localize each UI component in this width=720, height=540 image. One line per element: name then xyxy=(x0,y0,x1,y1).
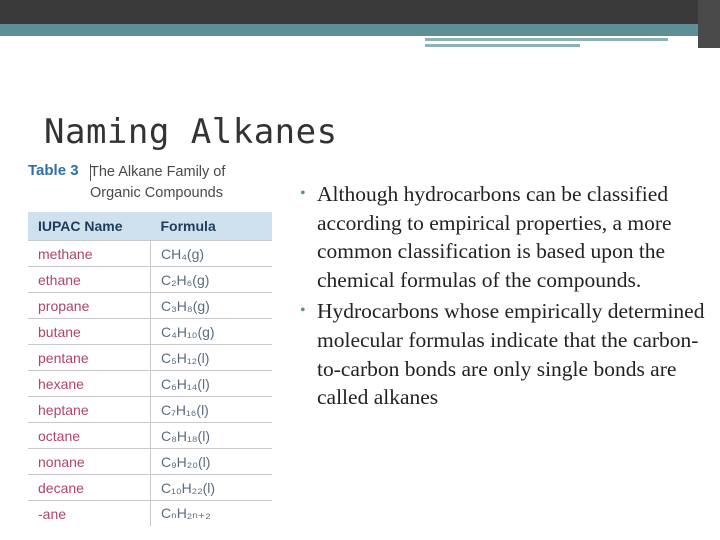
table-title xyxy=(90,162,225,204)
table-row xyxy=(28,423,272,449)
accent-line-long xyxy=(425,38,668,41)
table-title-line-2: Organic Compounds xyxy=(90,185,223,201)
alkane-formula-cell: C₄H₁₀(g) xyxy=(151,319,273,345)
alkane-formula-cell: C₃H₈(g) xyxy=(151,293,273,319)
table-number: Table 3 xyxy=(28,162,79,179)
bullet-dot-icon: • xyxy=(300,302,306,320)
table-header-row xyxy=(28,212,272,241)
alkane-name-cell: nonane xyxy=(28,449,151,475)
top-right-block xyxy=(698,0,720,48)
alkane-name-cell: hexane xyxy=(28,371,151,397)
alkane-formula-cell: CH₄(g) xyxy=(151,241,273,267)
bullet-text: Although hydrocarbons can be classified according to empirical properties, a more common classification is based upon the chemical formulas of the compounds. xyxy=(317,182,672,292)
alkane-name-cell: -ane xyxy=(28,501,151,527)
bullet-dot-icon: • xyxy=(300,185,306,202)
alkane-name-cell: methane xyxy=(28,241,151,267)
alkane-name-cell: ethane xyxy=(28,267,151,293)
header-iupac-name: IUPAC Name xyxy=(28,212,151,241)
bullet-list xyxy=(300,180,720,415)
alkane-formula-cell: C₇H₁₆(l) xyxy=(151,397,273,423)
alkane-name-cell: pentane xyxy=(28,345,151,371)
alkane-name-cell: decane xyxy=(28,475,151,501)
alkane-table-body xyxy=(28,241,272,527)
alkane-formula-cell: C₈H₁₈(l) xyxy=(151,423,273,449)
table-row xyxy=(28,267,272,293)
header-formula: Formula xyxy=(151,212,273,241)
table-title-line-1: The Alkane Family of xyxy=(90,164,226,180)
alkane-formula-cell: C₂H₆(g) xyxy=(151,267,273,293)
alkane-formula-cell: C₁₀H₂₂(l) xyxy=(151,475,273,501)
alkane-formula-cell: C₉H₂₀(l) xyxy=(151,449,273,475)
bullet-item xyxy=(300,180,720,294)
top-teal-bar xyxy=(0,24,698,36)
table-row xyxy=(28,319,272,345)
alkane-name-cell: propane xyxy=(28,293,151,319)
alkane-table xyxy=(28,212,272,526)
top-dark-bar xyxy=(0,0,720,24)
table-caption xyxy=(28,162,273,208)
bullet-text: Hydrocarbons whose empirically determined molecular formulas indicate that the carbon-to-carbon bonds are only single bonds are called alkanes xyxy=(317,299,705,410)
table-row xyxy=(28,501,272,527)
alkane-name-cell: heptane xyxy=(28,397,151,423)
accent-line-short xyxy=(425,44,580,47)
alkane-name-cell: octane xyxy=(28,423,151,449)
alkane-formula-cell: C₆H₁₄(l) xyxy=(151,371,273,397)
table-row xyxy=(28,371,272,397)
table-row xyxy=(28,293,272,319)
table-row xyxy=(28,397,272,423)
table-row xyxy=(28,345,272,371)
alkane-formula-cell: C₅H₁₂(l) xyxy=(151,345,273,371)
slide-title: Naming Alkanes xyxy=(44,112,338,152)
table-row xyxy=(28,241,272,267)
alkane-formula-cell: CₙH₂ₙ₊₂ xyxy=(151,501,273,527)
bullet-item xyxy=(300,297,720,411)
table-row xyxy=(28,475,272,501)
alkane-name-cell: butane xyxy=(28,319,151,345)
table-row xyxy=(28,449,272,475)
